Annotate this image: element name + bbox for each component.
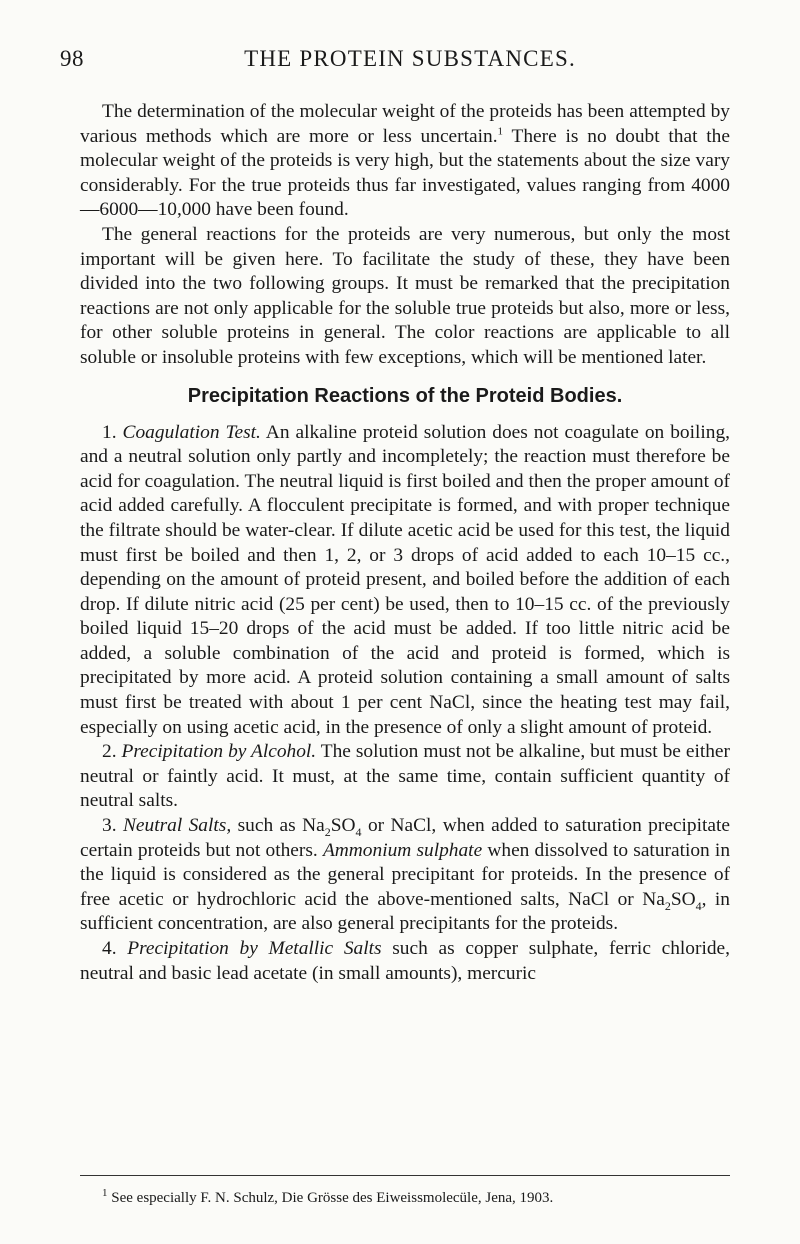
list-item: 1. Coagulation Test. An alkaline proteid solution does not coagulate on boiling, and a neutral solution only partly and incompletely; the reaction must therefore be acid for coagulation. The neutral liquid is first boiled and then the proper amount of acid added carefully. A flocculent precipitate is formed, and with proper technique the filtrate should be water-clear. If dilute acetic acid be used for this test, the liquid must first be boiled and then 1, 2, or 3 drops of acid added to each 10–15 cc., depending on the amount of proteid present, and boiled before the addition of each drop. If dilute nitric acid (25 per cent) be used, then to 10–15 cc. of the previously boiled liquid 15–20 drops of the acid must be added. If too little nitric acid be added, a soluble combination of the acid and proteid is formed, which is precipitated by more acid. A proteid solution containing a small amount of salts must first be treated with about 1 per cent NaCl, since the heating test may fail, especially on using acetic acid, in the presence of only a slight amount of proteid.: [80, 421, 731, 738]
item-title: Precipitation by Alcohol.: [121, 741, 317, 763]
page-number: 98: [60, 46, 84, 71]
footnote: $^1$ See especially F. N. Schulz, Die Grösse des Eiweissmolecüle, Jena, 1903.: [102, 1187, 554, 1206]
footnote-marker: 1: [102, 1187, 108, 1199]
page-header: [60, 46, 760, 76]
footnote-reference: 1: [497, 125, 504, 138]
footnote-divider: [80, 1175, 730, 1176]
item-title: Neutral Salts,: [122, 815, 232, 837]
list-item: 2. Precipitation by Alcohol. The solution must not be alkaline, but must be either neutral or faintly acid. It must, at the same time, contain sufficient quantity of neutral salts.: [80, 741, 730, 812]
list-item: 3. Neutral Salts, such as $Na_2SO_4$ or NaCl, when added to saturation precipitate certain proteids but not others. Ammonium sulphate when dissolved to saturation in the liquid is considered as the general precipitant for proteids. In the presence of free acetic or hydrochloric acid the above-mentioned salts, NaCl or $Na_2SO_4$, in sufficient concentration, are also general precipitants for the proteids.: [80, 815, 731, 935]
running-title: THE PROTEIN SUBSTANCES.: [244, 46, 576, 71]
item-title: Coagulation Test.: [122, 421, 261, 443]
item-title: Precipitation by Metallic Salts: [127, 938, 382, 959]
paragraph: The determination of the molecular weight of the proteids has been attempted by various methods which are more or less uncertain.$^1$ There is no doubt that the molecular weight of the proteids is very high, but the statements about the size vary considerably. For the true proteids thus far investigated, values ranging from 4000—6000—10,000 have been found.: [80, 101, 730, 221]
body-text: [80, 100, 730, 986]
list-item: 4. Precipitation by Metallic Salts such as copper sulphate, ferric chloride, neutral and basic lead acetate (in small amounts), mercuric: [80, 938, 730, 984]
section-heading: Precipitation Reactions of the Proteid Bodies.: [187, 384, 623, 407]
item-subtitle: Ammonium sulphate: [322, 839, 483, 861]
paragraph: The general reactions for the proteids are very numerous, but only the most important will be given here. To facilitate the study of these, they have been divided into the two following groups. It must be remarked that the precipitation reactions are not only applicable for the soluble true proteids but also, more or less, for other soluble proteins in general. The color reactions are applicable to all soluble or insoluble proteins with few exceptions, which will be mentioned later.: [80, 223, 730, 368]
